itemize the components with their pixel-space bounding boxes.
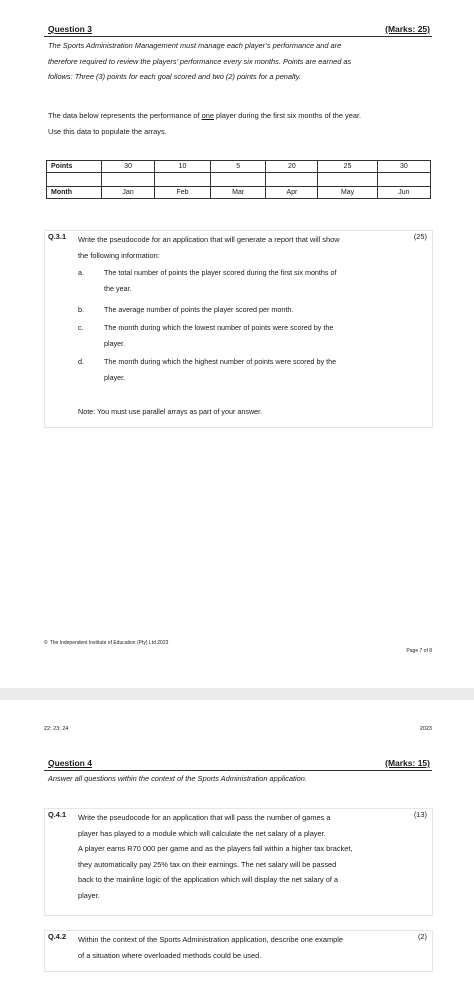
points-label: Points xyxy=(47,161,102,173)
month-cell: Feb xyxy=(155,187,211,199)
q31-text: Write the pseudocode for an application that will generate a report that will show the following information: xyxy=(78,235,340,260)
points-cell: 30 xyxy=(102,161,155,173)
header-rule xyxy=(44,36,432,37)
question-3-header xyxy=(48,24,430,34)
q42-number: Q.4.2 xyxy=(48,932,67,941)
question-4-header xyxy=(48,758,430,768)
points-cell: 30 xyxy=(377,161,430,173)
question-3-marks: (Marks: 25) xyxy=(385,24,430,34)
month-cell: Jun xyxy=(377,187,430,199)
page-7: Question 3 (Marks: 25) The Sports Administration Management must manage each player’s performance and are therefore required to review the players’ performance every six months. Points are earned as follows: Three (3) points for each goal scored and two (2) points for a penalty. The data below represents the performance of one player during the first six months of the year. Use this data to populate the arrays. Points 30 10 5 20 25 30 Month Jan Feb Mar Apr May Jun Q.3.1 Write the pseudocode for an application that will generate a report that will show the following information: (25) a. The total number of points the player scored during the first six months of the year. b. The average number of points the player scored per month. c. The month during which the lowest number of points were scored by the player. d. The month during which the highest number of points were scored by the player. Note: You must use parallel arrays as part of your answer. © The Independent Institute of Education (Pty) Ltd 2023 Page 7 of 8 xyxy=(0,0,474,688)
question-3-title: Question 3 xyxy=(48,24,92,34)
month-cell: Apr xyxy=(266,187,318,199)
question-4-marks: (Marks: 15) xyxy=(385,758,430,768)
points-cell: 25 xyxy=(318,161,377,173)
data-description: The data below represents the performance of one player during the first six months of the year. Use this data to populate the arrays. xyxy=(48,111,362,136)
performance-table xyxy=(46,160,431,199)
points-cell: 20 xyxy=(266,161,318,173)
q31-note: Note: You must use parallel arrays as part of your answer. xyxy=(78,407,263,416)
month-cell: May xyxy=(318,187,377,199)
month-cell: Mar xyxy=(210,187,266,199)
month-cell: Jan xyxy=(102,187,155,199)
points-cell: 5 xyxy=(210,161,266,173)
q42-text: Within the context of the Sports Administration application, describe one example of a situation where overloaded methods could be used. xyxy=(78,935,343,960)
page-number: Page 7 of 8 xyxy=(406,648,432,654)
spacer-row xyxy=(47,173,431,187)
q42-marks: (2) xyxy=(417,932,427,941)
month-label: Month xyxy=(47,187,102,199)
question-3-intro: The Sports Administration Management must manage each player’s performance and are therefore required to review the players’ performance every six months. Points are earned as follows: Three (3) points for each goal scored and two (2) points for a penalty. xyxy=(48,41,352,81)
page-header-right: 2023 xyxy=(419,726,432,732)
points-cell: 10 xyxy=(155,161,211,173)
copyright-footer: © The Independent Institute of Education (Pty) Ltd 2023 xyxy=(44,640,169,646)
question-4-title: Question 4 xyxy=(48,758,92,768)
month-row xyxy=(47,187,431,199)
q41-number: Q.4.1 xyxy=(48,810,67,819)
points-row xyxy=(47,161,431,173)
q41-marks: (13) xyxy=(413,810,427,819)
q31-number: Q.3.1 xyxy=(48,232,67,241)
q31-marks: (25) xyxy=(413,232,427,241)
page-header-left: 22; 23; 24 xyxy=(44,726,69,732)
question-4-intro: Answer all questions within the context of the Sports Administration application. xyxy=(48,774,307,783)
copyright-icon: © xyxy=(44,640,48,646)
q41-text: Write the pseudocode for an application that will pass the number of games a player has played to a module which will calculate the net salary of a player. A player earns R70 000 per game and as the players fall within a higher tax bracket, they automatically pay 25% tax on their earnings. The net salary will be passed back to the mainline logic of the application which will display the net salary of a player. xyxy=(78,813,353,900)
